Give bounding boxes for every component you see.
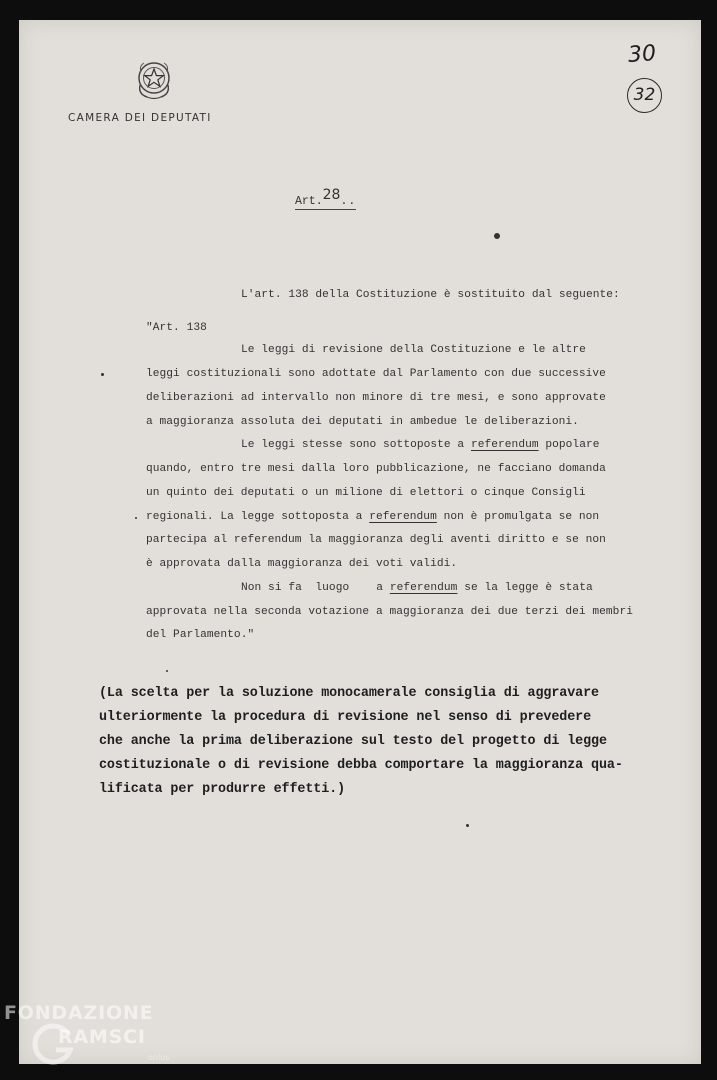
body-line: partecipa al referendum la maggioranza degli aventi diritto e se non: [146, 534, 606, 546]
body-text: regionali. La legge sottoposta a: [146, 511, 363, 523]
body-line: a maggioranza assoluta dei deputati in ambedue le deliberazioni.: [146, 416, 579, 428]
body-text: Le leggi stesse sono sottoposte a: [241, 439, 465, 451]
archive-watermark: [2, 1000, 192, 1075]
body-text: non è promulgata se non: [443, 511, 600, 523]
page-number: 30: [627, 41, 657, 68]
article-prefix: Art.: [295, 195, 323, 208]
body-line: del Parlamento.": [146, 629, 255, 641]
ink-speck: [466, 824, 469, 827]
ink-speck: [135, 517, 137, 519]
body-line: [146, 511, 599, 523]
note-line: lificata per produrre effetti.): [99, 782, 346, 797]
watermark-title: FONDAZIONE: [4, 1002, 154, 1024]
underlined-term: referendum: [369, 511, 437, 523]
body-text: Non si fa luogo a: [241, 582, 384, 594]
body-line: Le leggi di revisione della Costituzione e le altre: [241, 344, 586, 356]
body-line: "Art. 138: [146, 322, 207, 334]
body-line: un quinto dei deputati o un milione di elettori o cinque Consigli: [146, 487, 586, 499]
note-line: ulteriormente la procedura di revisione nel senso di prevedere: [99, 710, 592, 725]
article-heading: [295, 187, 357, 210]
ink-speck: [494, 233, 500, 239]
underlined-term: referendum: [389, 582, 458, 594]
body-text: popolare: [545, 439, 600, 451]
document-page: [19, 20, 701, 1064]
body-line: approvata nella seconda votazione a maggioranza dei due terzi dei membri: [146, 606, 633, 618]
note-line: che anche la prima deliberazione sul testo del progetto di legge: [99, 734, 607, 749]
italian-republic-emblem-icon: [135, 58, 173, 102]
body-line: [241, 439, 599, 451]
institution-name: CAMERA DEI DEPUTATI: [68, 112, 212, 124]
note-line: costituzionale o di revisione debba comportare la maggioranza qua-: [99, 758, 623, 773]
watermark-subtitle: onlus: [148, 1053, 170, 1062]
body-line: deliberazioni ad intervallo non minore di tre mesi, e sono approvate: [146, 392, 606, 404]
article-number: 28: [322, 187, 341, 203]
body-line: L'art. 138 della Costituzione è sostituito dal seguente:: [241, 289, 620, 301]
body-text: se la legge è stata: [464, 582, 593, 594]
note-line: (La scelta per la soluzione monocamerale consiglia di aggravare: [99, 686, 599, 701]
body-line: quando, entro tre mesi dalla loro pubblicazione, ne facciano domanda: [146, 463, 606, 475]
ink-speck: [166, 670, 168, 672]
article-dots: ..: [340, 195, 357, 208]
body-line: è approvata dalla maggioranza dei voti validi.: [146, 558, 458, 570]
watermark-name: RAMSCI: [58, 1026, 146, 1048]
body-line: leggi costituzionali sono adottate dal Parlamento con due successive: [146, 368, 606, 380]
underlined-term: referendum: [470, 439, 539, 451]
page-number-circled: 32: [627, 78, 662, 113]
ink-speck: [101, 373, 104, 376]
body-line: [241, 582, 593, 594]
